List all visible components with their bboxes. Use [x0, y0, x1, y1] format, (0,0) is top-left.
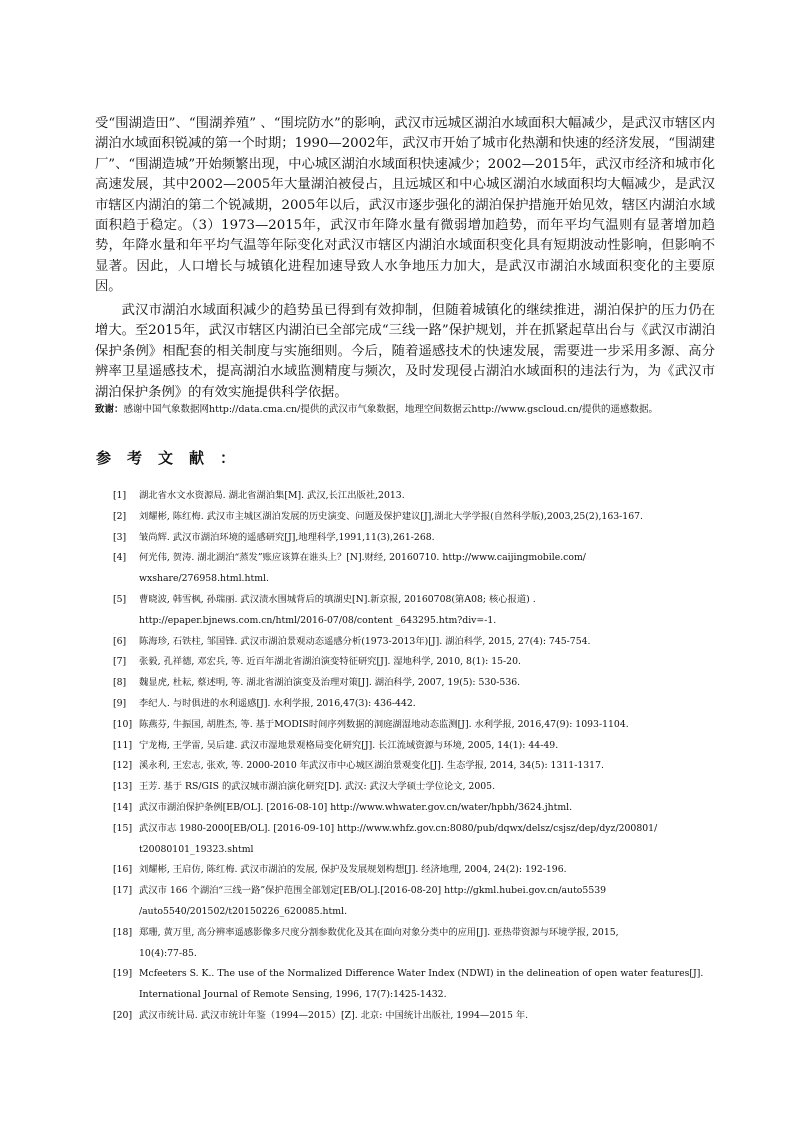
reference-line: [113, 632, 713, 653]
reference-text: 武汉市统计局. 武汉市统计年鉴（1994—2015）[Z]. 北京: 中国统计出版社, 1994—2015 年.: [139, 1009, 529, 1021]
reference-number: [2]: [113, 510, 127, 522]
reference-text: 刘耀彬, 王启仿, 陈红梅. 武汉市湖泊的发展, 保护及发展规划构想[J]. 经济地理, 2004, 24(2): 192-196.: [139, 864, 567, 876]
reference-continuation: t20080101_19323.shtml: [139, 843, 254, 855]
body-paragraph-1: 受“围湖造田”、“围湖养殖” 、“围垸防水”的影响，武汉市远城区湖泊水域面积大幅减少，是武汉市辖区内湖泊水域面积锐减的第一个时期；1990—2002年，武汉市开始了城市化热潮和快速的经济发展，“围湖建厂”、“围湖造城”开始频繁出现，中心城区湖泊水域面积快速减少；2002—2015年，武汉市经济和城市化高速发展，其中2002—2005年大量湖泊被侵占，且远城区和中心城区湖泊水域面积均大幅减少，是武汉市辖区内湖泊的第二个锐减期，2005年以后，武汉市逐步强化的湖泊保护措施开始见效，辖区内湖泊水域面积趋于稳定。（3）1973—2015年，武汉市年降水量有微弱增加趋势，而年平均气温则有显著增加趋势，年降水量和年平均气温等年际变化对武汉市辖区内湖泊水域面积变化具有短期波动性影响，但影响不显著。因此，人口增长与城镇化进程加速导致人水争地压力加大，是武汉市湖泊水域面积变化的主要原因。: [95, 116, 715, 295]
reference-text: 宁龙梅, 王学雷, 吴后建. 武汉市湿地景观格局变化研究[J]. 长江流域资源与环境, 2005, 14(1): 44-49.: [139, 739, 559, 751]
reference-item: [113, 798, 713, 819]
reference-item: [113, 548, 713, 590]
reference-item: [113, 486, 713, 507]
reference-number: [3]: [113, 531, 127, 543]
reference-number: [20]: [113, 1009, 133, 1021]
reference-line: [113, 715, 713, 736]
reference-number: [11]: [113, 739, 133, 751]
reference-text: 曹晓波, 韩雪枫, 孙瑞丽. 武汉渍水围城背后的填湖史[N].新京报, 20160708(第A08; 核心报道) .: [139, 593, 536, 605]
reference-line: [113, 486, 713, 507]
reference-item: [113, 507, 713, 528]
reference-text: 郑珊, 黄万里, 高分辨率遥感影像多尺度分割参数优化及其在面向对象分类中的应用[J]. 亚热带资源与环境学报, 2015,: [139, 926, 619, 938]
body-paragraph-2-container: [95, 301, 715, 403]
reference-item: [113, 777, 713, 798]
reference-text: 湖北省水文水资源局. 湖北省湖泊集[M]. 武汉,长江出版社,2013.: [139, 490, 405, 501]
reference-line: [113, 673, 713, 694]
reference-continuation: International Journal of Remote Sensing, 1996, 17(7):1425-1432.: [139, 989, 447, 1001]
reference-item: [113, 923, 713, 965]
reference-item: [113, 673, 713, 694]
reference-text: 王芳. 基于 RS/GIS 的武汉城市湖泊演化研究[D]. 武汉: 武汉大学硕士学位论文, 2005.: [139, 781, 496, 793]
reference-line: [113, 548, 713, 569]
reference-line: [113, 736, 713, 757]
acknowledgement-label: 致谢：: [95, 404, 124, 415]
reference-line: [113, 860, 713, 881]
reference-item: [113, 964, 713, 1006]
reference-text: 刘耀彬, 陈红梅. 武汉市主城区湖泊发展的历史演变、问题及保护建议[J],湖北大学学报(自然科学版),2003,25(2),163-167.: [139, 510, 643, 522]
reference-item: [113, 652, 713, 673]
reference-text: 皱尚辉. 武汉市湖泊环境的遥感研究[J],地理科学,1991,11(3),261-268.: [139, 531, 435, 543]
references-heading: 参考文献：: [96, 449, 252, 467]
reference-item: [113, 756, 713, 777]
reference-text: 何光伟, 贺涛. 湖北湖泊“蒸发”账应该算在谁头上？[N].财经, 20160710. http://www.caijingmobile.com/: [139, 552, 586, 564]
references-list: [113, 486, 713, 1027]
reference-text: 溪永利, 王宏志, 张欢, 等. 2000-2010 年武汉市中心城区湖泊景观变化[J]. 生态学报, 2014, 34(5): 1311-1317.: [139, 760, 604, 772]
reference-text: 陈燕芬, 牛振国, 胡胜杰, 等. 基于MODIS时间序列数据的洞庭湖湿地动态监测[J]. 水利学报, 2016,47(9): 1093-1104.: [139, 718, 629, 730]
reference-continuation: 10(4):77-85.: [139, 947, 197, 959]
reference-number: [10]: [113, 718, 133, 730]
acknowledgement-text: 感谢中国气象数据网http://data.cma.cn/提供的武汉市气象数据，地理空间数据云http://www.gscloud.cn/提供的遥感数据。: [123, 404, 658, 415]
reference-item: [113, 590, 713, 632]
reference-text: 武汉市湖泊保护条例[EB/OL]. [2016-08-10] http://www.whwater.gov.cn/water/hpbh/3624.jhtml.: [139, 801, 573, 813]
reference-number: [6]: [113, 635, 127, 647]
reference-item: [113, 736, 713, 757]
reference-number: [7]: [113, 656, 127, 668]
reference-continuation: http://epaper.bjnews.com.cn/html/2016-07/08/content _643295.htm?div=-1.: [139, 614, 497, 626]
reference-item: [113, 1006, 713, 1027]
reference-number: [17]: [113, 885, 133, 897]
reference-line: [113, 819, 713, 840]
reference-line: [113, 694, 713, 715]
reference-line: [113, 1006, 713, 1027]
reference-line: [113, 777, 713, 798]
reference-number: [12]: [113, 760, 133, 772]
reference-text: 李纪人. 与时俱进的水利遥感[J]. 水利学报, 2016,47(3): 436-442.: [139, 697, 416, 709]
reference-text: 陈海珍, 石铁柱, 邹国锋. 武汉市湖泊景观动态遥感分析(1973-2013年)[J]. 湖泊科学, 2015, 27(4): 745-754.: [139, 635, 591, 647]
reference-item: [113, 881, 713, 923]
reference-continuation: wxshare/276958.html.html.: [139, 573, 269, 585]
reference-line: [113, 528, 713, 549]
reference-number: [16]: [113, 864, 133, 876]
reference-line: [113, 590, 713, 611]
acknowledgement: [95, 403, 715, 417]
reference-line: [113, 964, 713, 985]
reference-item: [113, 819, 713, 861]
reference-number: [4]: [113, 552, 127, 564]
reference-text: Mcfeeters S. K.. The use of the Normalized Difference Water Index (NDWI) in the delineation of open water features[J].: [139, 968, 704, 980]
reference-number: [18]: [113, 926, 133, 938]
reference-number: [9]: [113, 697, 127, 709]
reference-number: [19]: [113, 968, 133, 980]
reference-number: [13]: [113, 781, 133, 793]
reference-number: [8]: [113, 677, 127, 689]
reference-item: [113, 715, 713, 736]
reference-item: [113, 528, 713, 549]
reference-item: [113, 860, 713, 881]
reference-text: 魏显虎, 杜耘, 蔡述明, 等. 湖北省湖泊演变及治理对策[J]. 湖泊科学, 2007, 19(5): 530-536.: [139, 677, 521, 689]
reference-line: [113, 507, 713, 528]
body-paragraph-2: 武汉市湖泊水域面积减少的趋势虽已得到有效抑制，但随着城镇化的继续推进，湖泊保护的压力仍在增大。至2015年，武汉市辖区内湖泊已全部完成“三线一路”保护规划，并在抓紧起草出台与《武汉市湖泊保护条例》相配套的相关制度与实施细则。今后，随着遥感技术的快速发展，需要进一步采用多源、高分辨率卫星遥感技术，提高湖泊水域监测精度与频次，及时发现侵占湖泊水域面积的违法行为，为《武汉市湖泊保护条例》的有效实施提供科学依据。: [95, 303, 715, 400]
reference-text: 张毅, 孔祥德, 邓宏兵, 等. 近百年湖北省湖泊演变特征研究[J]. 湿地科学, 2010, 8(1): 15-20.: [139, 656, 521, 668]
reference-text: 武汉市志 1980-2000[EB/OL]. [2016-09-10] http://www.whfz.gov.cn:8080/pub/dqwx/delsz/csjsz/dep/dyz/200801/: [139, 822, 658, 834]
reference-line: [113, 652, 713, 673]
reference-text: 武汉市 166 个湖泊“三线一路”保护范围全部划定[EB/OL].[2016-08-20] http://gkml.hubei.gov.cn/auto5539: [139, 885, 607, 897]
reference-line: [113, 756, 713, 777]
reference-line: [113, 923, 713, 944]
reference-line: [113, 881, 713, 902]
body-paragraph-1-container: [95, 114, 715, 298]
reference-number: [15]: [113, 822, 133, 834]
reference-number: [14]: [113, 801, 133, 813]
reference-item: [113, 694, 713, 715]
reference-item: [113, 632, 713, 653]
reference-number: [5]: [113, 593, 127, 605]
reference-continuation: /auto5540/201502/t20150226_620085.html.: [139, 905, 348, 917]
reference-line: [113, 798, 713, 819]
reference-number: [1]: [113, 490, 127, 501]
